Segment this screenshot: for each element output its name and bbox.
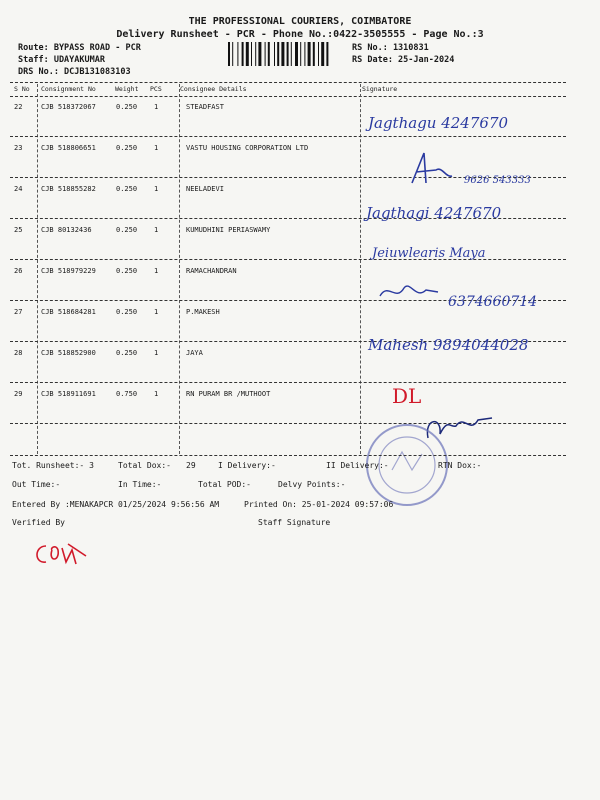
- barcode-bar: [258, 42, 261, 66]
- i-delivery: I Delivery:-: [218, 461, 276, 470]
- cell-consignee: RN PURAM BR /MUTHOOT: [186, 390, 271, 398]
- cell-pcs: 1: [154, 267, 159, 275]
- barcode-bar: [251, 42, 252, 66]
- cell-sno: 28: [14, 349, 23, 357]
- cell-consignee: VASTU HOUSING CORPORATION LTD: [186, 144, 309, 152]
- barcode-bar: [265, 42, 266, 66]
- entered-by: Entered By :MENAKAPCR 01/25/2024 9:56:56 AM: [12, 500, 220, 509]
- cell-sno: 29: [14, 390, 23, 398]
- cell-weight: 0.250: [116, 349, 138, 357]
- barcode-bar: [318, 42, 319, 66]
- barcode-bar: [300, 42, 301, 66]
- rs-date: RS Date: 25-Jan-2024: [352, 55, 455, 65]
- barcode-bar: [326, 42, 328, 66]
- rs-number: RS No.: 1310831: [352, 43, 429, 53]
- delvy-points: Delvy Points:-: [278, 480, 346, 489]
- signature-scribble-26: [376, 278, 446, 304]
- signature-row-27: Mahesh 9894044028: [368, 336, 529, 354]
- signature-row-28: DL: [392, 384, 422, 408]
- barcode-bar: [268, 42, 270, 66]
- barcode-bar: [295, 42, 298, 66]
- printed-on: Printed On: 25-01-2024 09:57:06: [244, 500, 394, 509]
- drs-number: DRS No.: DCJB131083103: [18, 67, 131, 77]
- cell-consignment: CJB 518979229: [41, 267, 96, 275]
- cell-consignee: JAYA: [186, 349, 203, 357]
- cell-consignment: CJB 518855282: [41, 185, 96, 193]
- ii-delivery: II Delivery:-: [326, 461, 389, 470]
- barcode-bar: [321, 42, 324, 66]
- cell-weight: 0.250: [116, 267, 138, 275]
- company-title: THE PROFESSIONAL COURIERS, COIMBATORE: [188, 16, 412, 27]
- rtn-dox: RTN Dox:-: [438, 461, 482, 470]
- total-pod: Total POD:-: [198, 480, 251, 489]
- cell-sno: 26: [14, 267, 23, 275]
- cell-pcs: 1: [154, 144, 159, 152]
- barcode-bar: [291, 42, 292, 66]
- verified-by: Verified By: [12, 518, 65, 527]
- barcode-bar: [228, 42, 230, 66]
- cell-pcs: 1: [154, 349, 159, 357]
- cell-weight: 0.250: [116, 185, 138, 193]
- total-dox-label: Total Dox:-: [118, 461, 171, 470]
- row-rule: [10, 136, 566, 137]
- cell-pcs: 1: [154, 226, 159, 234]
- barcode-bar: [277, 42, 279, 66]
- cell-consignee: STEADFAST: [186, 103, 224, 111]
- footer-rule: [10, 455, 566, 456]
- barcode-bar: [242, 42, 244, 66]
- staff-signature-label: Staff Signature: [258, 518, 331, 527]
- barcode-bar: [232, 42, 233, 66]
- out-time: Out Time:-: [12, 480, 61, 489]
- cell-sno: 23: [14, 144, 23, 152]
- cell-consignee: RAMACHANDRAN: [186, 267, 237, 275]
- cell-weight: 0.250: [116, 226, 138, 234]
- cell-sno: 27: [14, 308, 23, 316]
- cell-consignment: CJB 80132436: [41, 226, 92, 234]
- barcode-bar: [308, 42, 311, 66]
- verifier-signature-scribble: [30, 536, 90, 570]
- cell-consignee: KUMUDHINI PERIASWAMY: [186, 226, 271, 234]
- signature-row-26: 6374660714: [448, 294, 538, 310]
- cell-sno: 24: [14, 185, 23, 193]
- cell-sno: 22: [14, 103, 23, 111]
- route-label: Route: BYPASS ROAD - PCR: [18, 43, 141, 53]
- barcode-bar: [304, 42, 305, 66]
- barcode-bar: [255, 42, 256, 66]
- signature-row-22: Jagthagu 4247670: [368, 114, 509, 132]
- cell-consignee: P.MAKESH: [186, 308, 220, 316]
- cell-weight: 0.750: [116, 390, 138, 398]
- col-weight: Weight: [115, 85, 139, 93]
- header-rule-bottom: [10, 96, 566, 97]
- cell-weight: 0.250: [116, 144, 138, 152]
- row-rule: [10, 382, 566, 383]
- col-pcs: PCS: [150, 85, 162, 93]
- cell-pcs: 1: [154, 308, 159, 316]
- cell-consignment: CJB 518852900: [41, 349, 96, 357]
- cell-consignment: CJB 518684281: [41, 308, 96, 316]
- signature-row-23: 9626 543333: [464, 175, 531, 186]
- col-sno: S No: [14, 85, 30, 93]
- col-signature: Signature: [362, 85, 398, 93]
- barcode-bar: [287, 42, 289, 66]
- signature-scribble-23: [402, 148, 462, 188]
- barcode: [228, 42, 346, 66]
- cell-consignee: NEELADEVI: [186, 185, 224, 193]
- cell-sno: 25: [14, 226, 23, 234]
- cell-consignment: CJB 518806651: [41, 144, 96, 152]
- header-rule-top: [10, 82, 566, 83]
- signature-row-24: Jagthagi 4247670: [366, 204, 502, 222]
- in-time: In Time:-: [118, 480, 162, 489]
- col-consignment: Consignment No: [41, 85, 96, 93]
- col-separator: [360, 84, 361, 454]
- signature-row-25: Jeiuwlearis Maya: [372, 246, 486, 261]
- cell-pcs: 1: [154, 390, 159, 398]
- runsheet-subtitle: Delivery Runsheet - PCR - Phone No.:0422-3505555 - Page No.:3: [116, 29, 484, 40]
- total-dox-value: 29: [186, 461, 196, 470]
- cell-weight: 0.250: [116, 103, 138, 111]
- total-runsheet: Tot. Runsheet:- 3: [12, 461, 94, 470]
- cell-pcs: 1: [154, 103, 159, 111]
- barcode-bar: [274, 42, 275, 66]
- barcode-bar: [237, 42, 238, 66]
- col-separator: [179, 84, 180, 454]
- col-consignee: Consignee Details: [180, 85, 247, 93]
- staff-label: Staff: UDAYAKUMAR: [18, 55, 105, 65]
- barcode-bar: [313, 42, 315, 66]
- cell-pcs: 1: [154, 185, 159, 193]
- barcode-bar: [281, 42, 284, 66]
- cell-consignment: CJB 518372067: [41, 103, 96, 111]
- cell-consignment: CJB 518911691: [41, 390, 96, 398]
- barcode-bar: [246, 42, 249, 66]
- cell-weight: 0.250: [116, 308, 138, 316]
- col-separator: [37, 84, 38, 454]
